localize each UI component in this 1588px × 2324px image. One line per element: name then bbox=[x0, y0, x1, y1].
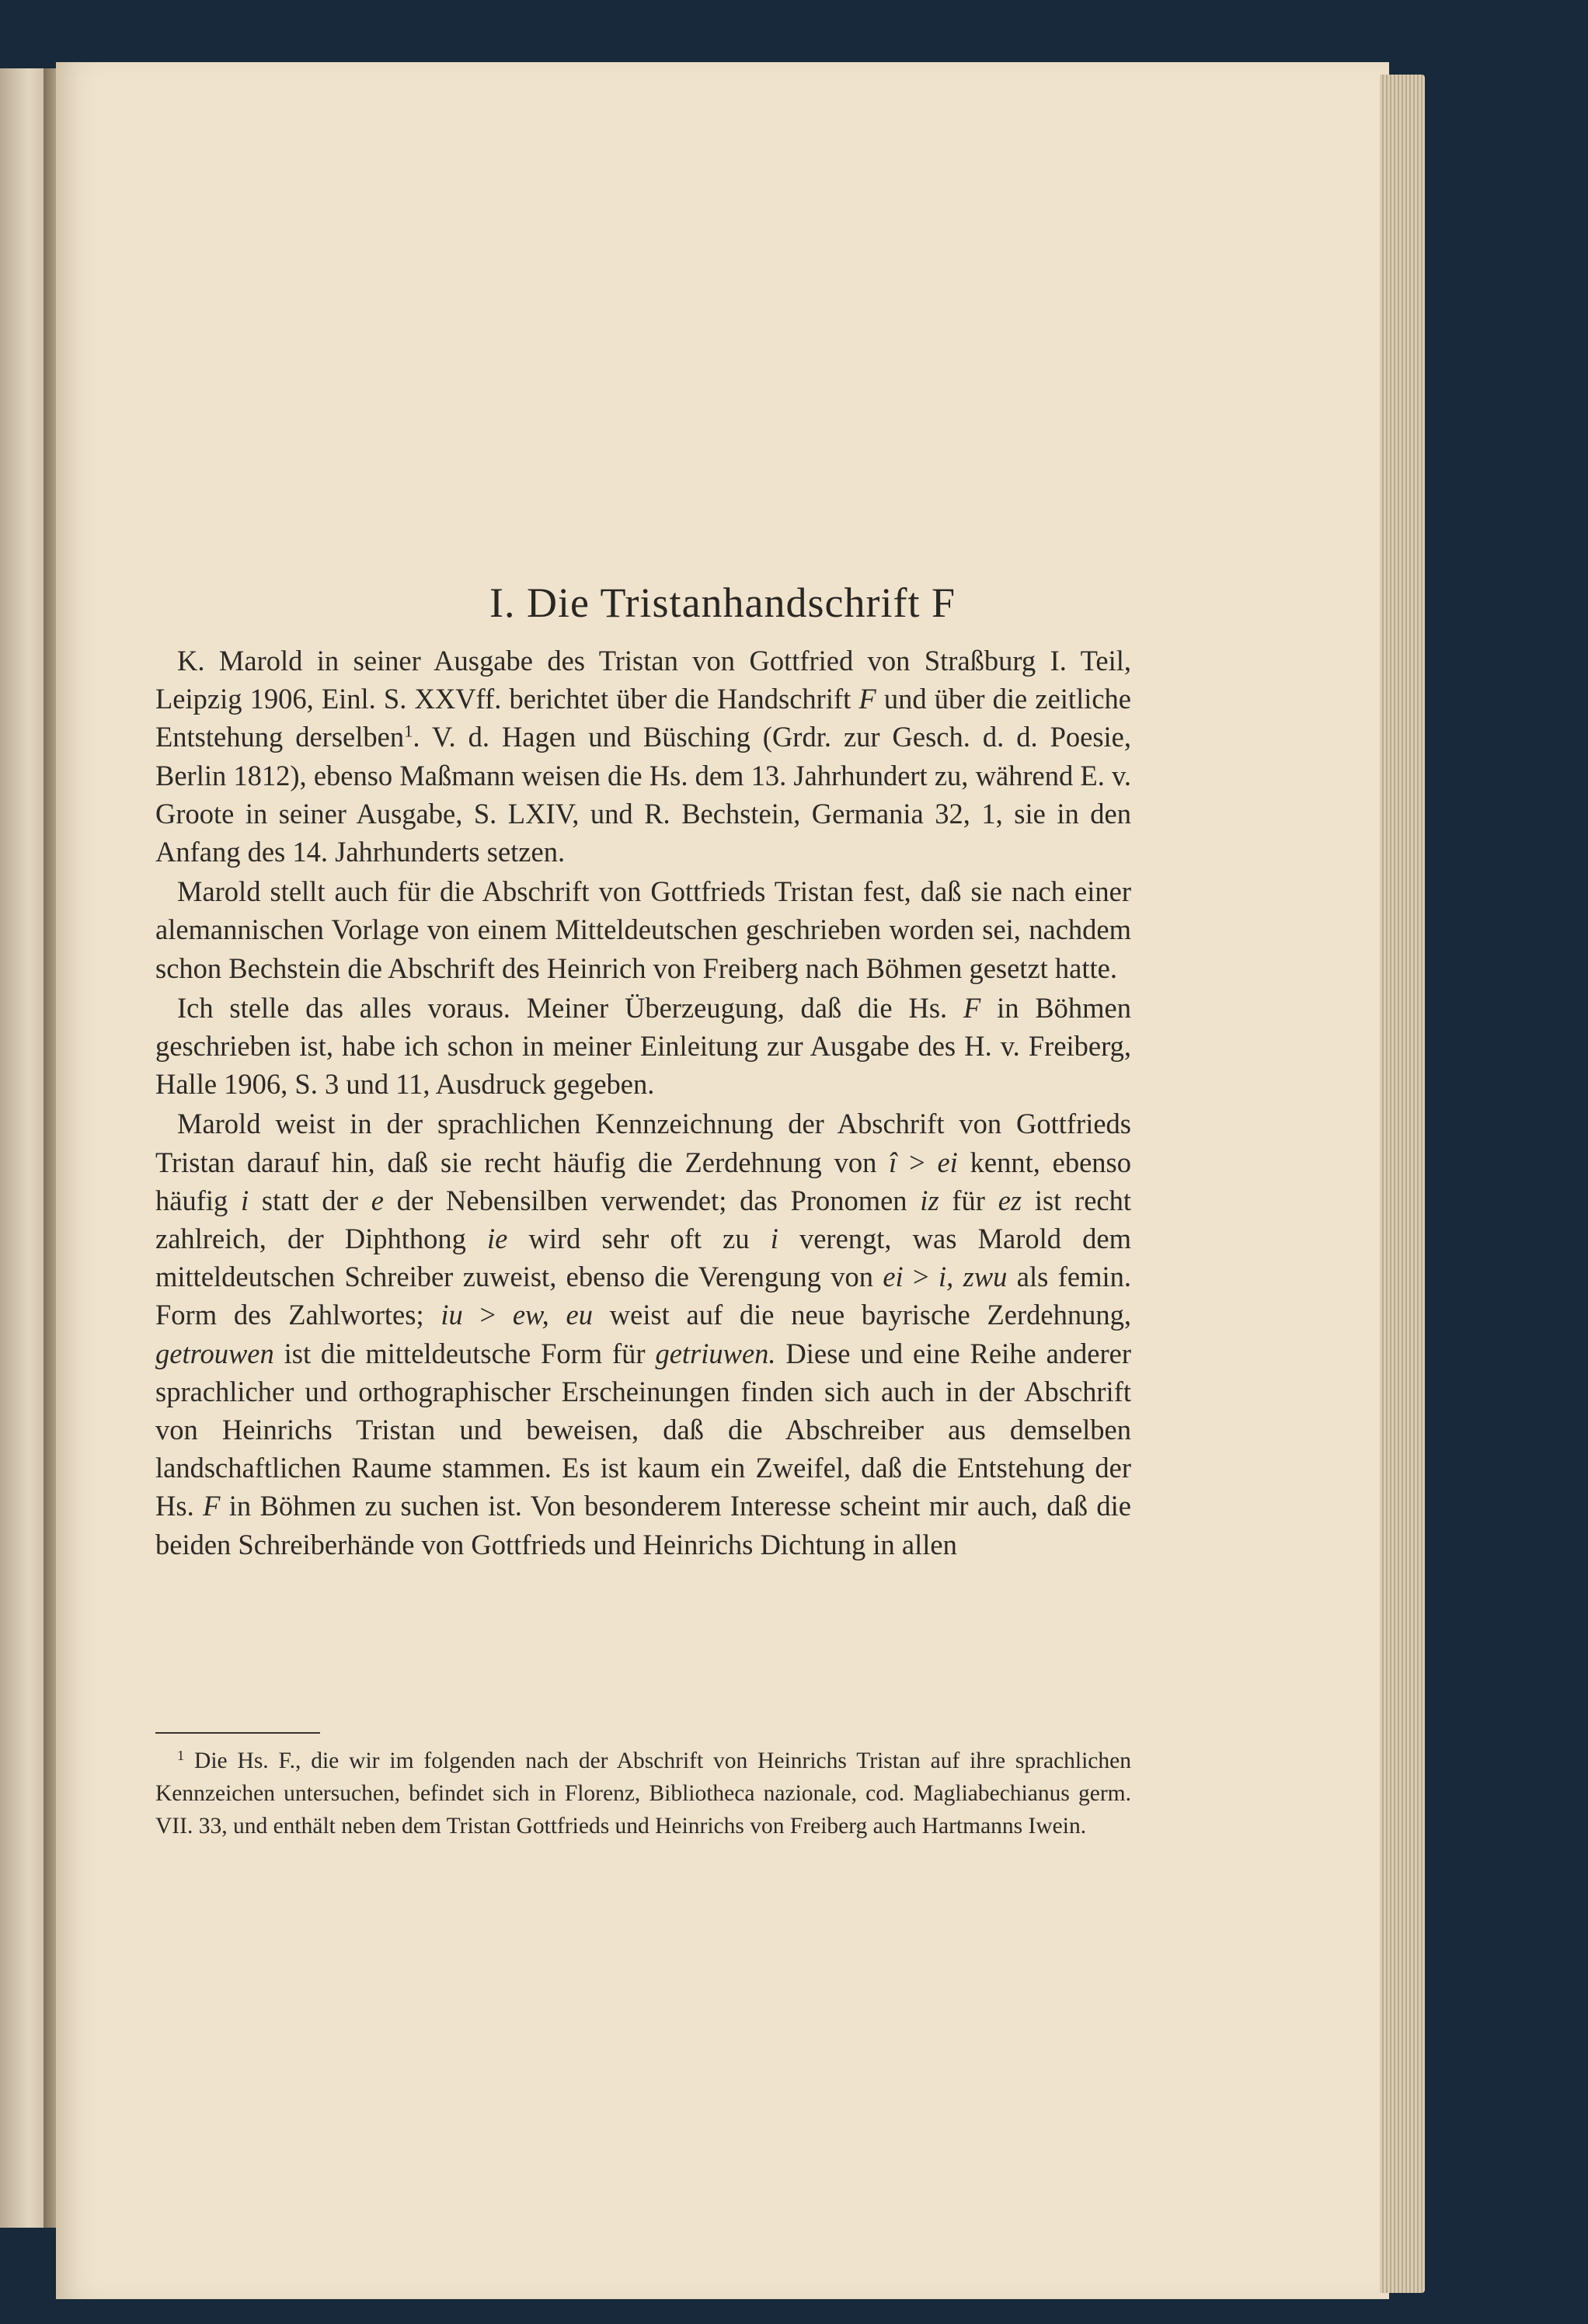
text-run: für bbox=[939, 1184, 998, 1216]
italic-term: getriuwen. bbox=[655, 1337, 776, 1369]
paragraph bbox=[155, 642, 1131, 871]
italic-term: F bbox=[858, 683, 876, 715]
italic-term: ei bbox=[883, 1261, 904, 1293]
facing-page-edge bbox=[0, 68, 48, 2228]
text-run: Marold weist in der sprachlichen Kennzeichnung der Abschrift von Gottfrieds Tristan darauf hin, daß sie recht häufig die Zerdehnung von bbox=[155, 1108, 1131, 1178]
italic-term: getrouwen bbox=[155, 1337, 274, 1369]
paragraph bbox=[155, 989, 1131, 1104]
footnote-text: Die Hs. F., die wir im folgenden nach der Abschrift von Heinrichs Tristan auf ihre sprachlichen Kennzeichen untersuchen, befindet sich in Florenz, Bibliotheca nazionale, cod. Magliabechianus germ. VII. 33, und enthält neben dem Tristan Gottfrieds und Heinrichs von Freiberg auch Hartmanns Iwein. bbox=[155, 1748, 1131, 1839]
text-run: in Böhmen zu suchen ist. Von besonderem Interesse scheint mir auch, daß die beiden Schreiberhände von Gottfrieds und Heinrichs Dichtung in allen bbox=[155, 1490, 1131, 1560]
paragraph bbox=[155, 872, 1131, 987]
italic-term: i bbox=[240, 1184, 249, 1216]
text-run: in Böhmen geschrieben ist, habe ich schon in meiner Einleitung zur Ausgabe des H. v. Freiberg, Halle 1906, S. 3 und 11, Ausdruck gegeben. bbox=[155, 991, 1132, 1101]
text-run: als femin. Form des Zahlwortes; bbox=[155, 1261, 1131, 1331]
footnote bbox=[155, 1745, 1131, 1842]
text-run: verengt, was Marold dem mitteldeutschen Schreiber zuweist, ebenso die Verengung von bbox=[155, 1223, 1131, 1293]
text-run: Ich stelle das alles voraus. Meiner Überzeugung, daß die Hs. bbox=[177, 991, 963, 1024]
text-run: ist recht zahlreich, der Diphthong bbox=[155, 1184, 1131, 1255]
text-run: wird sehr oft zu bbox=[507, 1223, 771, 1255]
text-run: Diese und eine Reihe anderer sprachlicher und orthographischer Erscheinungen finden sich auch in der Abschrift von Heinrichs Tristan und beweisen, daß die Abschreiber aus demselben landschaftlichen Raume stammen. Es ist kaum ein Zweifel, daß die Entstehung der Hs. bbox=[155, 1337, 1131, 1522]
text-run: und über die zeitliche Entstehung derselben bbox=[155, 683, 1131, 753]
text-run: Marold stellt auch für die Abschrift von Gottfrieds Tristan fest, daß sie nach einer alemannischen Vorlage von einem Mitteldeutschen geschrieben worden sei, nachdem schon Bechstein die Abschrift des Heinrich von Freiberg nach Böhmen gesetzt hatte. bbox=[155, 875, 1131, 984]
italic-term: iu bbox=[441, 1299, 463, 1331]
italic-term: F bbox=[203, 1490, 221, 1522]
text-run: der Nebensilben verwendet; das Pronomen bbox=[383, 1184, 921, 1216]
text-run: K. Marold in seiner Ausgabe des Tristan von Gottfried von Straßburg I. Teil, Leipzig 1906, Einl. S. XXVff. berichtet über die Handschrift bbox=[155, 645, 1131, 715]
page-block-edges bbox=[1380, 75, 1425, 2293]
text-run: > bbox=[903, 1261, 939, 1293]
text-run: weist auf die neue bayrische Zerdehnung, bbox=[593, 1299, 1131, 1331]
italic-term: i bbox=[770, 1223, 778, 1255]
italic-term: ez bbox=[998, 1184, 1022, 1216]
footnote-marker: 1 bbox=[177, 1747, 185, 1763]
text-run: > bbox=[462, 1299, 513, 1331]
italic-term: ie bbox=[487, 1223, 508, 1255]
text-run: statt der bbox=[249, 1184, 371, 1216]
italic-term: î bbox=[889, 1146, 897, 1178]
italic-term: ei bbox=[937, 1146, 958, 1178]
footnote-ref: 1 bbox=[404, 721, 413, 741]
paragraph bbox=[155, 1105, 1131, 1563]
italic-term: e bbox=[371, 1184, 384, 1216]
italic-term: i, zwu bbox=[939, 1261, 1008, 1293]
chapter-heading: I. Die Tristanhandschrift F bbox=[489, 579, 956, 626]
body-text bbox=[155, 642, 1131, 1564]
text-run: . V. d. Hagen und Büsching (Grdr. zur Gesch. d. d. Poesie, Berlin 1812), ebenso Maßmann weisen die Hs. dem 13. Jahrhundert zu, während E. v. Groote in seiner Ausgabe, S. LXIV, und R. Bechstein, Germania 32, 1, sie in den Anfang des 14. Jahrhunderts setzen. bbox=[155, 721, 1131, 868]
italic-term: iz bbox=[920, 1184, 939, 1216]
text-run: kennt, ebenso häufig bbox=[155, 1146, 1131, 1216]
text-run: > bbox=[897, 1146, 938, 1178]
text-run: ist die mitteldeutsche Form für bbox=[273, 1337, 656, 1369]
italic-term: ew, eu bbox=[512, 1299, 594, 1331]
footnote-separator bbox=[155, 1732, 320, 1734]
italic-term: F bbox=[963, 991, 981, 1024]
